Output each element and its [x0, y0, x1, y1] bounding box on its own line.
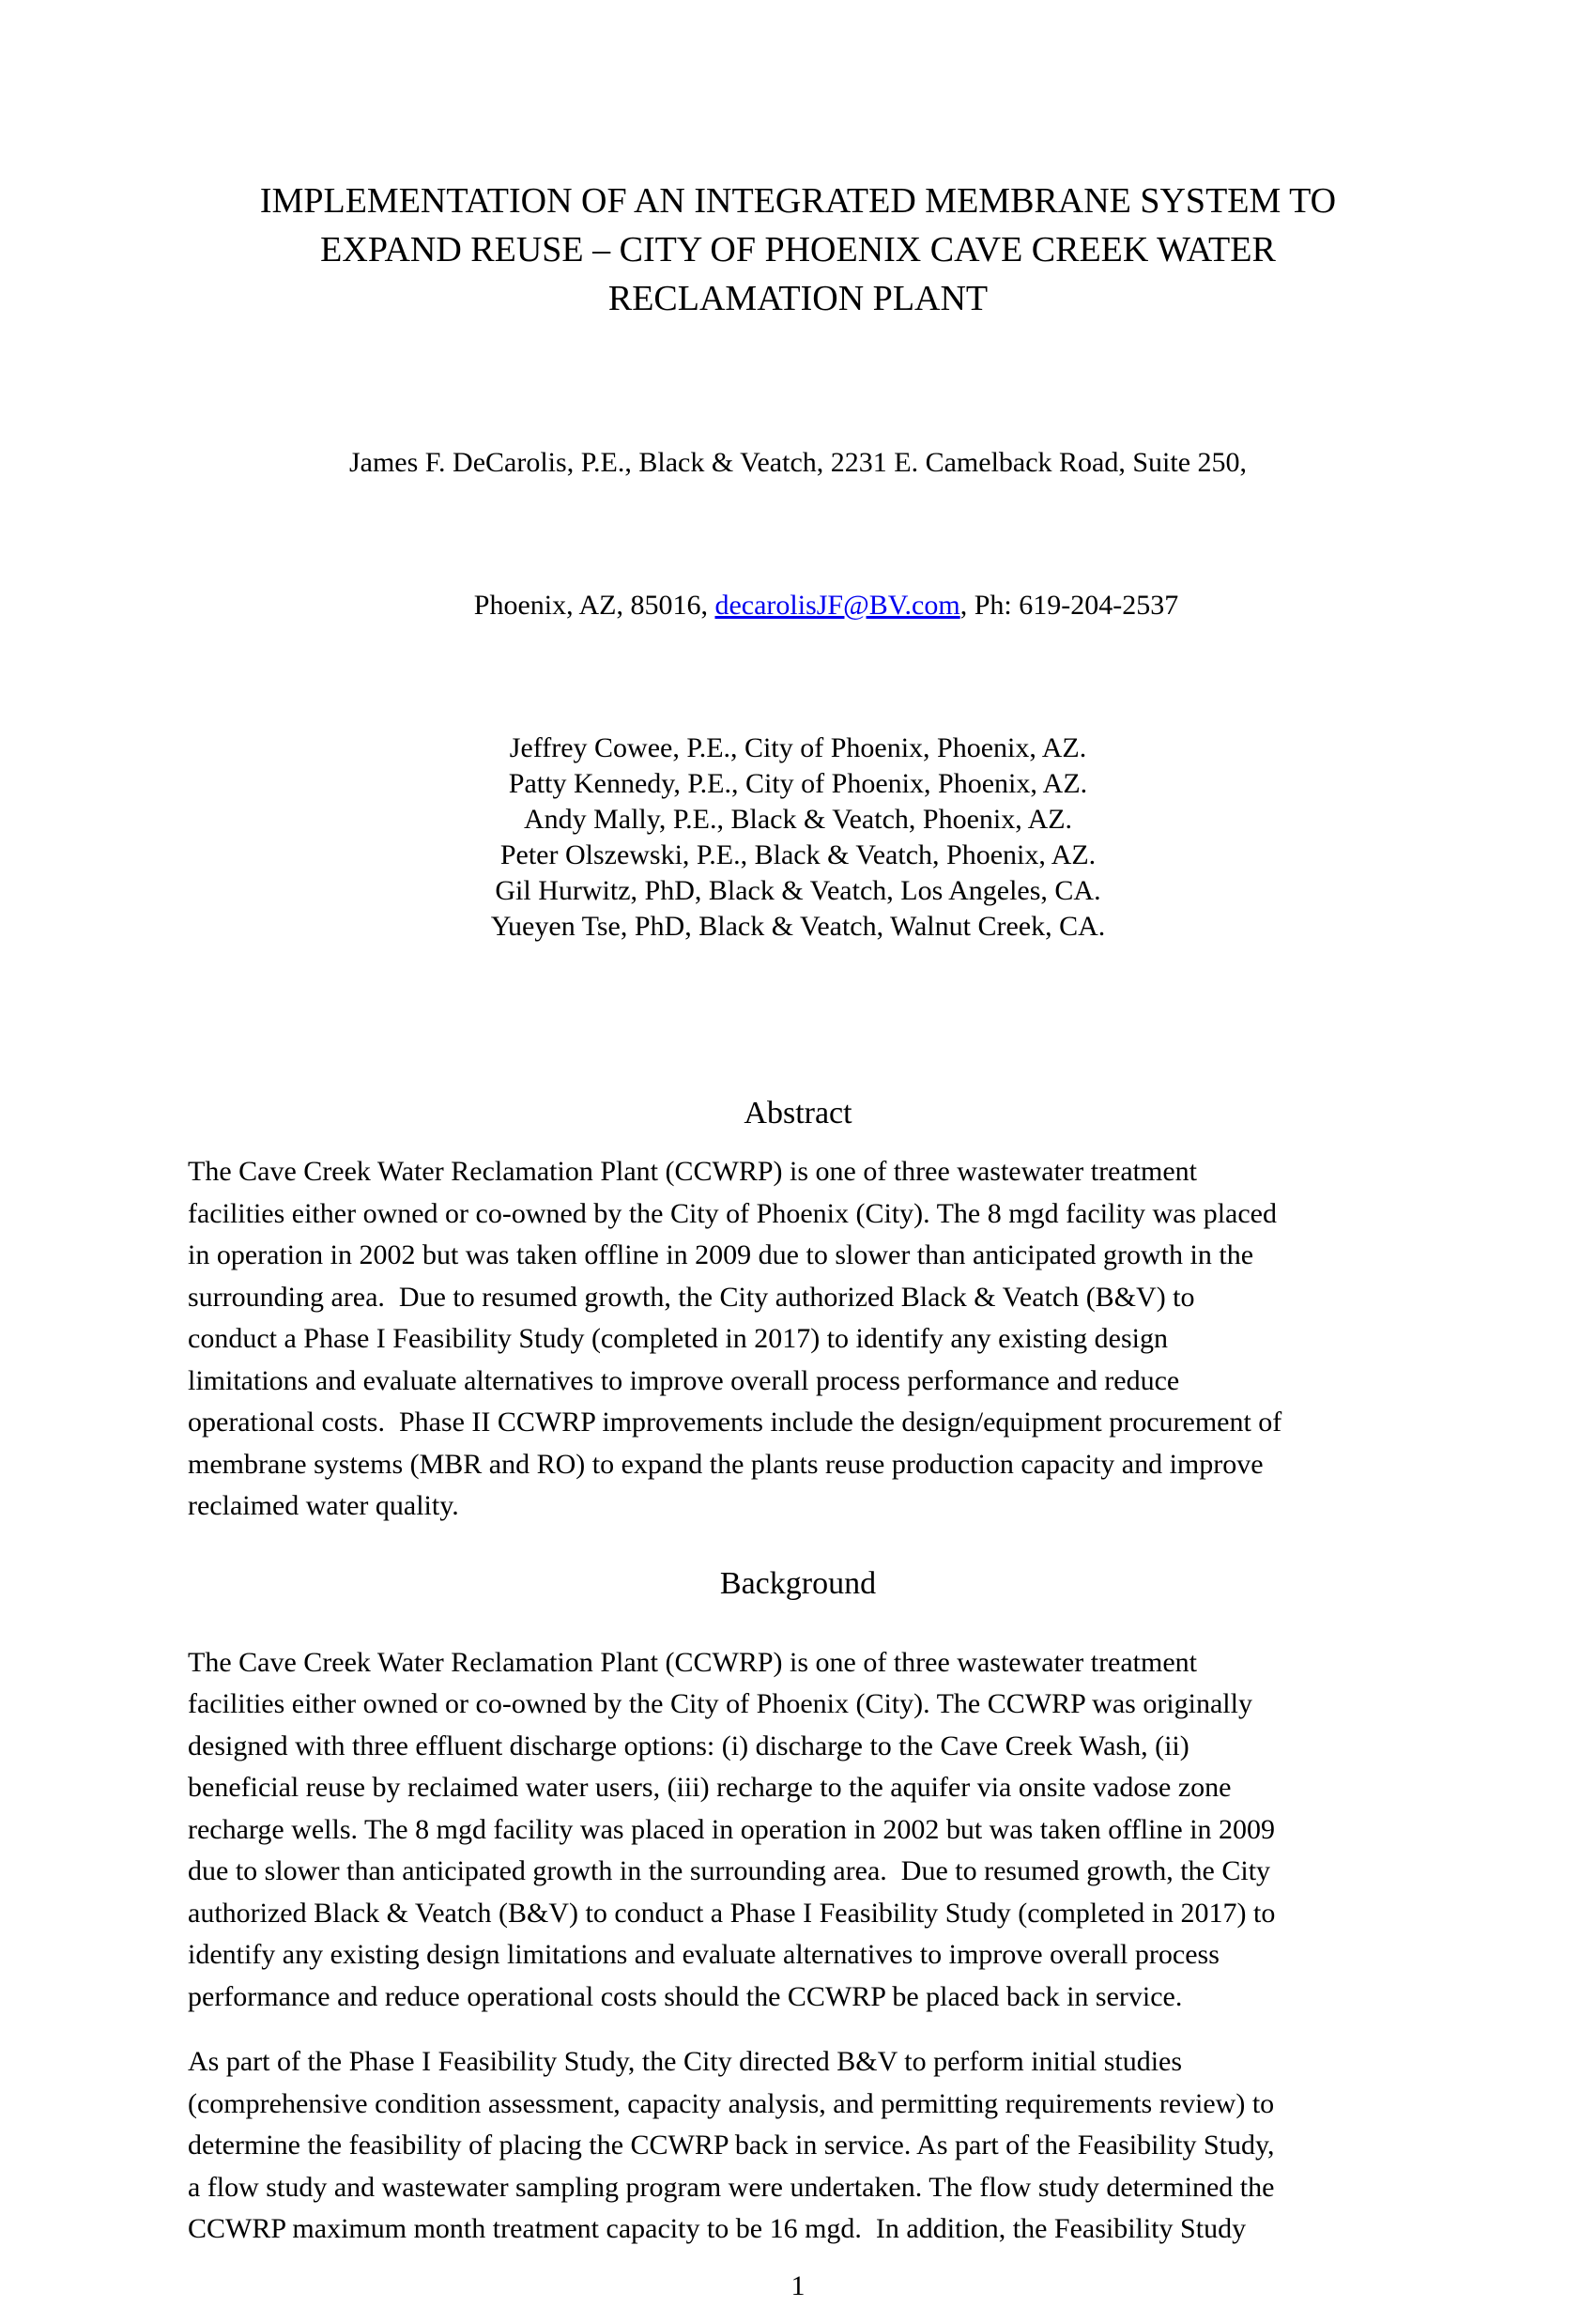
text-line: facilities either owned or co-owned by the City of Phoenix (City). The CCWRP was originally: [188, 1688, 1252, 1719]
text-line: The Cave Creek Water Reclamation Plant (CCWRP) is one of three wastewater treatment: [188, 1646, 1198, 1678]
text-line: conduct a Phase I Feasibility Study (completed in 2017) to identify any existing design: [188, 1323, 1168, 1354]
text-line: designed with three effluent discharge options: (i) discharge to the Cave Creek Wash, (ii): [188, 1730, 1189, 1761]
text-line: Peter Olszewski, P.E., Black & Veatch, Phoenix, AZ.: [499, 839, 1097, 870]
author-lines: [188, 731, 1408, 945]
text-line: recharge wells. The 8 mgd facility was placed in operation in 2002 but was taken offline in 2009: [188, 1813, 1276, 1845]
background-heading: Background: [719, 1565, 877, 1601]
author-line: James F. DeCarolis, P.E., Black & Veatch, 2231 E. Camelback Road, Suite 250,: [348, 447, 1248, 478]
paper-title: [188, 177, 1408, 323]
text-line: reclaimed water quality.: [188, 1490, 459, 1521]
text-line: IMPLEMENTATION OF AN INTEGRATED MEMBRANE SYSTEM TO: [259, 181, 1337, 221]
text-line: surrounding area. Due to resumed growth, the City authorized Black & Veatch (B&V) to: [188, 1281, 1195, 1313]
text-line: The Cave Creek Water Reclamation Plant (CCWRP) is one of three wastewater treatment: [188, 1156, 1198, 1187]
text-line: EXPAND REUSE – CITY OF PHOENIX CAVE CREEK WATER: [320, 230, 1276, 269]
text-line: a flow study and wastewater sampling program were undertaken. The flow study determined the: [188, 2171, 1275, 2203]
text-line: identify any existing design limitations and evaluate alternatives to improve overall process: [188, 1939, 1220, 1970]
text-line: beneficial reuse by reclaimed water users, (iii) recharge to the aquifer via onsite vadose zone: [188, 1772, 1232, 1803]
text-line: operational costs. Phase II CCWRP improvements include the design/equipment procurement of: [188, 1407, 1282, 1438]
author-block: [188, 374, 1408, 1016]
text-line: limitations and evaluate alternatives to improve overall process performance and reduce: [188, 1364, 1180, 1396]
background-paragraph-2: [188, 2041, 1408, 2251]
abstract-paragraph: [188, 1151, 1408, 1528]
text-line: in operation in 2002 but was taken offline in 2009 due to slower than anticipated growth in the: [188, 1239, 1254, 1270]
text-line: Andy Mally, P.E., Black & Veatch, Phoenix, AZ.: [523, 804, 1073, 835]
text-line: facilities either owned or co-owned by the City of Phoenix (City). The 8 mgd facility was placed: [188, 1197, 1277, 1229]
text-line: As part of the Phase I Feasibility Study, the City directed B&V to perform initial studies: [188, 2046, 1183, 2077]
abstract-heading: Abstract: [744, 1096, 852, 1130]
author-line-suffix: , Ph: 619-204-2537: [959, 590, 1179, 621]
text-line: CCWRP maximum month treatment capacity to be 16 mgd. In addition, the Feasibility Study: [188, 2213, 1247, 2244]
text-line: Gil Hurwitz, PhD, Black & Veatch, Los Angeles, CA.: [495, 875, 1101, 906]
background-paragraph-1: [188, 1642, 1408, 2019]
author-line-prefix: Phoenix, AZ, 85016,: [473, 590, 715, 621]
text-line: Patty Kennedy, P.E., City of Phoenix, Phoenix, AZ.: [508, 768, 1088, 799]
text-line: Yueyen Tse, PhD, Black & Veatch, Walnut Creek, CA.: [490, 911, 1106, 942]
text-line: performance and reduce operational costs should the CCWRP be placed back in service.: [188, 1980, 1183, 2012]
page-number: 1: [790, 2269, 806, 2301]
text-line: authorized Black & Veatch (B&V) to conduct a Phase I Feasibility Study (completed in 2017) to: [188, 1897, 1276, 1929]
author-line-with-email: [188, 552, 1408, 659]
text-line: RECLAMATION PLANT: [607, 279, 989, 318]
text-line: determine the feasibility of placing the CCWRP back in service. As part of the Feasibility Study,: [188, 2130, 1275, 2161]
text-line: due to slower than anticipated growth in the surrounding area. Due to resumed growth, the City: [188, 1855, 1271, 1886]
text-line: (comprehensive condition assessment, capacity analysis, and permitting requirements review) to: [188, 2087, 1275, 2119]
email-link[interactable]: decarolisJF@BV.com: [714, 590, 960, 621]
text-line: membrane systems (MBR and RO) to expand the plants reuse production capacity and improve: [188, 1448, 1264, 1480]
text-line: Jeffrey Cowee, P.E., City of Phoenix, Phoenix, AZ.: [509, 732, 1087, 763]
